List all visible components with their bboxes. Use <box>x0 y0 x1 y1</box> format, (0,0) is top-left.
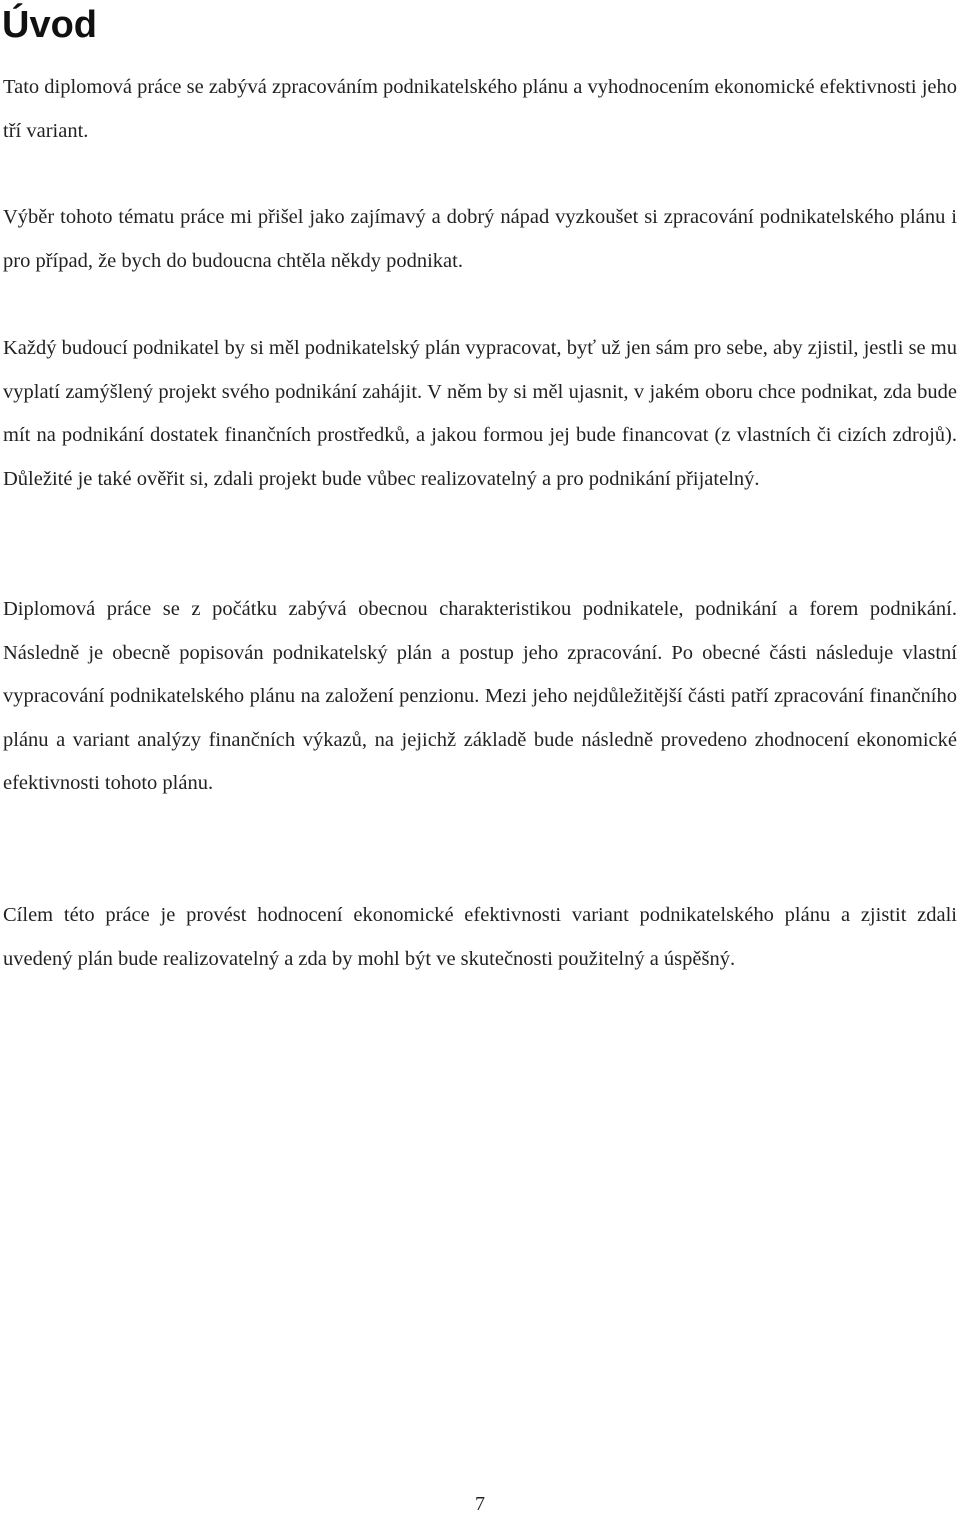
section-heading: Úvod <box>2 4 97 46</box>
paragraph-business-plan-importance: Každý budoucí podnikatel by si měl podnikatelský plán vypracovat, byť už jen sám pro sebe, aby zjistil, jestli se mu vyplatí zamýšlený projekt svého podnikání zahájit. V něm by si měl ujasnit, v jakém oboru chce podnikat, zda bude mít na podnikání dostatek finančních prostředků, a jakou formou jej bude financovat (z vlastních či cizích zdrojů). Důležité je také ověřit si, zdali projekt bude vůbec realizovatelný a pro podnikání přijatelný. <box>3 337 957 490</box>
paragraph-thesis-structure: Diplomová práce se z počátku zabývá obecnou charakteristikou podnikatele, podnikání a forem podnikání. Následně je obecně popisován podnikatelský plán a postup jeho zpracování. Po obecné části následuje vlastní vypracování podnikatelského plánu na založení penzionu. Mezi jeho nejdůležitější části patří zpracování finančního plánu a variant analýzy finančních výkazů, na jejichž základě bude následně provedeno zhodnocení ekonomické efektivnosti tohoto plánu. <box>3 598 957 795</box>
paragraph-intro: Tato diplomová práce se zabývá zpracováním podnikatelského plánu a vyhodnocením ekonomické efektivnosti jeho tří variant. <box>3 76 957 142</box>
paragraph-thesis-goal: Cílem této práce je provést hodnocení ekonomické efektivnosti variant podnikatelského plánu a zjistit zdali uvedený plán bude realizovatelný a zda by mohl být ve skutečnosti použitelný a úspěšný. <box>3 904 957 970</box>
page-number: 7 <box>475 1493 485 1515</box>
paragraph-topic-choice: Výběr tohoto tématu práce mi přišel jako zajímavý a dobrý nápad vyzkoušet si zpracování podnikatelského plánu i pro případ, že bych do budoucna chtěla někdy podnikat. <box>3 206 957 272</box>
